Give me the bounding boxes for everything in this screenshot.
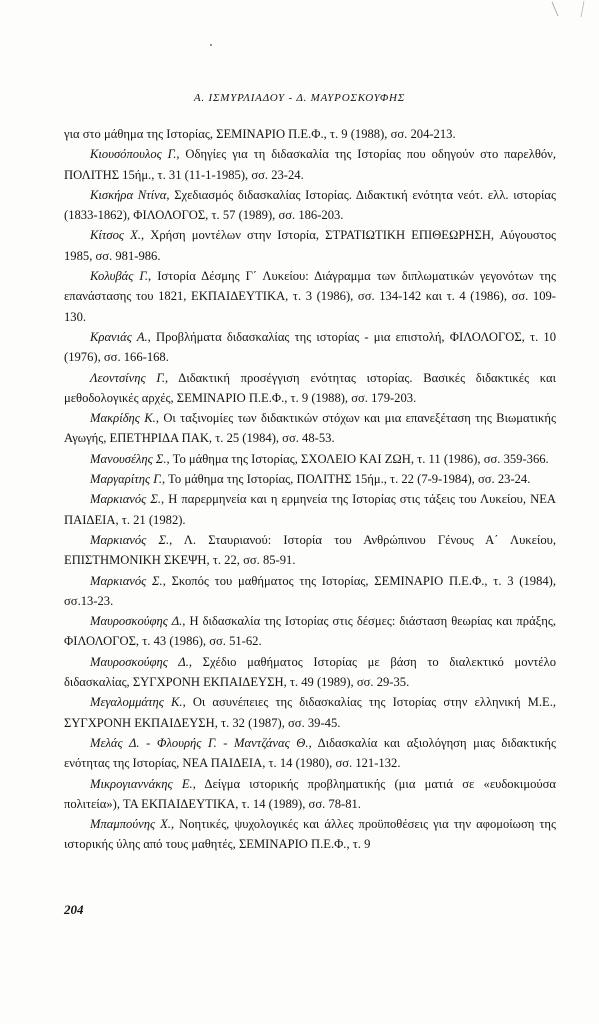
entry-author: Μαρκιανός Σ. [90,532,170,547]
entry-reference: , Το μάθημα της Ιστορίας, ΠΟΛΙΤΗΣ 15ήμ., τ. 22 (7-9-1984), σσ. 23-24. [161,472,531,487]
page-number: 204 [64,902,84,917]
entry-author: Μελάς Δ. - Φλουρής Γ. - Μαντζάνας Θ. [90,735,309,750]
bibliography-entry [64,469,556,489]
scan-mark [548,0,588,18]
entry-reference: , Νοητικές, ψυχολογικές και άλλες προϋποθέσεις για την αφομοίωση της ιστορικής ύλης από τους μαθητές, ΣΕΜΙΝΑΡΙΟ Π.Ε.Φ., τ. 9 [64,817,557,852]
bibliography-entry [64,225,556,266]
entry-author: Κιουσόπουλος Γ. [90,147,177,162]
entry-author: Μπαμπούνης Χ. [90,817,171,832]
entry-author: Κρανιάς Α. [90,329,148,344]
speck [210,44,212,46]
bibliography-entry [64,266,556,327]
entry-reference: , Η διδασκαλία της Ιστορίας στις δέσμες: διάσταση θεωρίας και πράξης, ΦΙΛΟΛΟΓΟΣ, τ. 43 (1986), σσ. 51-62. [64,614,557,649]
entry-reference: , Προβλήματα διδασκαλίας της ιστορίας - μια επιστολή, ΦΙΛΟΛΟΓΟΣ, τ. 10 (1976), σσ. 166-168. [64,329,556,365]
entry-author: Μαυροσκούφης Δ. [90,614,183,629]
bibliography-entry [64,449,556,469]
entry-reference: , Σχέδιο μαθήματος Ιστορίας με βάση το διαλεκτικό μοντέλο διδασκαλίας, ΣΥΓΧΡΟΝΗ ΕΚΠΑΙΔΕΥΣΗ, τ. 49 (1989), σσ. 29-35. [64,654,556,690]
entry-author: Μικρογιαννάκης Ε. [90,776,193,791]
bibliography-entry [64,692,556,733]
entry-author: Μακρίδης Κ. [90,411,156,426]
entry-reference: , Οι ασυνέπειες της διδασκαλίας της Ιστορίας στην ελληνική Μ.Ε., ΣΥΓΧΡΟΝΗ ΕΚΠΑΙΔΕΥΣΗ, τ. 32 (1987), σσ. 39-45. [64,695,557,730]
entry-reference: , Διδακτική προσέγγιση ενότητας ιστορίας. Βασικές διδακτικές και μεθοδολογικές αρχές, ΣΕΜΙΝΑΡΙΟ Π.Ε.Φ., τ. 9 (1988), σσ. 179-203. [64,370,556,405]
entry-author: Κίτσος Χ. [90,228,141,243]
bibliography-entry [64,489,556,530]
entry-reference: για στο μάθημα της Ιστορίας, ΣΕΜΙΝΑΡΙΟ Π.Ε.Φ., τ. 9 (1988), σσ. 204-213. [64,127,456,141]
entry-reference: , Οι ταξινομίες των διδακτικών στόχων και μια επανεξέταση της Βιωματικής Αγωγής, ΕΠΕΤΗΡΙΔΑ ΠΑΚ, τ. 25 (1984), σσ. 48-53. [64,411,556,446]
entry-reference: , Λ. Σταυριανού: Ιστορία του Ανθρώπινου Γένους Α΄ Λυκείου, ΕΠΙΣΤΗΜΟΝΙΚΗ ΣΚΕΨΗ, τ. 22, σσ. 85-91. [64,532,557,568]
bibliography-entry [64,774,556,815]
entry-reference: , Σχεδιασμός διδασκαλίας Ιστορίας. Διδακτική ενότητα νεότ. ελλ. ιστορίας (1833-1862), ΦΙΛΟΛΟΓΟΣ, τ. 57 (1989), σσ. 186-203. [64,187,556,223]
bibliography-entry [64,571,556,612]
running-head: Α. ΙΣΜΥΡΛΙΑΔΟΥ - Δ. ΜΑΥΡΟΣΚΟΥΦΗΣ [193,92,406,104]
entry-author: Μαυροσκούφης Δ. [90,654,189,669]
bibliography-entry [64,185,556,226]
entry-author: Κολυβάς Γ. [90,269,149,284]
bibliography-list [64,124,556,855]
bibliography-entry [64,408,556,449]
bibliography-entry [64,530,556,571]
entry-author: Μαρκιανός Σ. [90,492,161,507]
entry-reference: , Ιστορία Δέσμης Γ΄ Λυκείου: Διάγραμμα των διπλωματικών γεγονότων της επανάστασης του 1821, ΕΚΠΑΙΔΕΥΤΙΚΑ, τ. 3 (1986), σσ. 134-142 και τ. 4 (1986), σσ. 109-130. [64,269,556,324]
bibliography-entry [64,327,556,368]
entry-author: Μανουσέλης Σ. [90,451,167,466]
entry-author: Μαργαρίτης Γ. [90,472,162,487]
entry-reference: , Διδασκαλία και αξιολόγηση μιας διδακτικής ενότητας της Ιστορίας, ΝΕΑ ΠΑΙΔΕΙΑ, τ. 14 (1980), σσ. 121-132. [64,735,556,771]
bibliography-entry [64,652,556,693]
entry-reference: , Οδηγίες για τη διδασκαλία της Ιστορίας που οδηγούν στο παρελθόν, ΠΟΛΙΤΗΣ 15ήμ., τ. 31 (11-1-1985), σσ. 23-24. [64,147,556,182]
entry-author: Μεγαλομμάτης Κ. [90,695,183,710]
bibliography-entry [64,611,556,652]
entry-author: Μαρκιανός Σ. [90,573,163,588]
entry-author: Κισκήρα Ντίνα [90,187,167,202]
entry-reference: , Χρήση μοντέλων στην Ιστορία, ΣΤΡΑΤΙΩΤΙΚΗ ΕΠΙΘΕΩΡΗΣΗ, Αύγουστος 1985, σσ. 981-986. [64,228,557,263]
bibliography-entry [64,814,556,855]
entry-reference: , Δείγμα ιστορικής προβληματικής (μια ματιά σε «ευδοκιμούσα πολιτεία»), ΤΑ ΕΚΠΑΙΔΕΥΤΙΚΑ, τ. 14 (1989), σσ. 78-81. [64,776,556,811]
entry-reference: , Σκοπός του μαθήματος της Ιστορίας, ΣΕΜΙΝΑΡΙΟ Π.Ε.Φ., τ. 3 (1984), σσ.13-23. [64,573,557,608]
entry-reference: , Το μάθημα της Ιστορίας, ΣΧΟΛΕΙΟ ΚΑΙ ΖΩΗ, τ. 11 (1986), σσ. 359-366. [166,451,549,466]
entry-reference: , Η παρερμηνεία και η ερμηνεία της Ιστορίας στις τάξεις του Λυκείου, ΝΕΑ ΠΑΙΔΕΙΑ, τ. 21 (1982). [64,492,556,527]
bibliography-entry [64,124,556,144]
bibliography-entry [64,144,556,185]
entry-author: Λεοντσίνης Γ. [90,370,166,385]
bibliography-entry [64,733,556,774]
bibliography-entry [64,368,556,409]
